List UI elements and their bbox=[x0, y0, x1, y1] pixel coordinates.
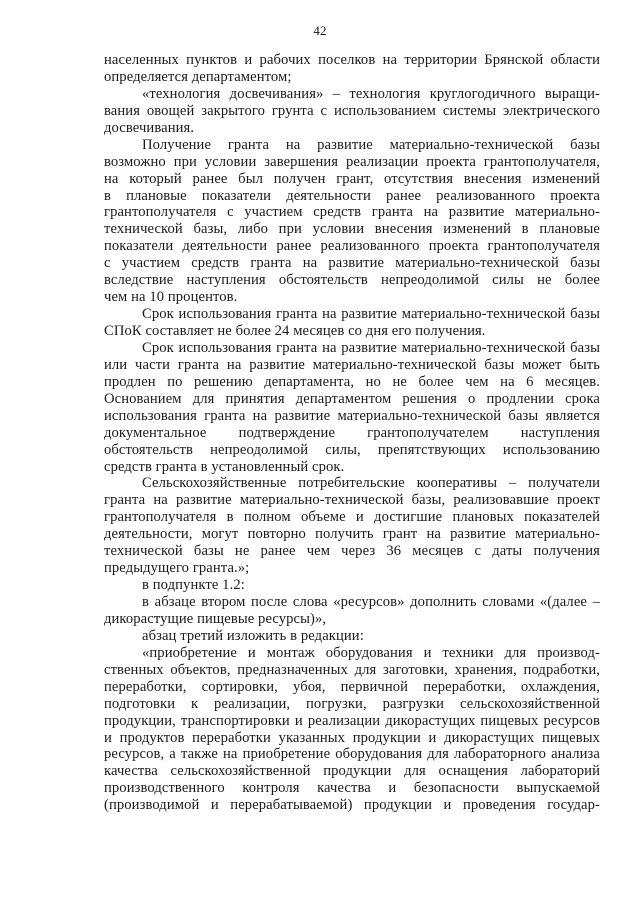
text-line: (производимой и перерабатываемой) продукции и проведения государ- bbox=[104, 797, 600, 814]
text-line: дикорастущие пищевые ресурсы)», bbox=[104, 610, 327, 627]
text-line: Срок использования гранта на развитие материально-технической базы bbox=[142, 339, 600, 356]
text-line: Сельскохозяйственные потребительские кооперативы – получатели bbox=[142, 475, 600, 492]
text-line: вания овощей закрытого грунта с использованием системы электрического bbox=[104, 102, 600, 119]
text-line: качества сельскохозяйственной продукции для оснащения лабораторий bbox=[104, 763, 600, 780]
text-line: технической базы не ранее чем через 36 месяцев с даты получения bbox=[104, 543, 600, 560]
text-line: грантополучателя с участием средств гранта на развитие материально- bbox=[104, 204, 600, 221]
text-line: производственного контроля качества и безопасности выпускаемой bbox=[104, 780, 600, 797]
text-line: «приобретение и монтаж оборудования и техники для производ- bbox=[142, 644, 600, 661]
text-line: продукции, транспортировки и реализации дикорастущих пищевых ресурсов bbox=[104, 712, 600, 729]
text-line: деятельности, могут повторно получить грант на развитие материально- bbox=[104, 526, 600, 543]
text-line: гранта на развитие материально-технической базы, реализовавшие проект bbox=[104, 492, 600, 509]
text-line: населенных пунктов и рабочих поселков на территории Брянской области bbox=[104, 52, 600, 68]
text-line: «технология досвечивания» – технология круглогодичного выращи- bbox=[142, 85, 600, 102]
text-line: вследствие наступления обстоятельств непреодолимой силы не более bbox=[104, 272, 600, 289]
page-number: 42 bbox=[313, 23, 327, 38]
text-line: Основанием для принятия департаментом решения о продлении срока bbox=[104, 390, 600, 407]
text-line: грантополучателя в полном объеме и достигшие плановых показателей bbox=[104, 509, 600, 526]
text-line: с участием средств гранта на развитие материально-технической базы bbox=[104, 255, 600, 272]
text-line: документальное подтверждение грантополучателем наступления bbox=[104, 424, 600, 441]
text-line: досвечивания. bbox=[104, 119, 195, 136]
text-line: Срок использования гранта на развитие материально-технической базы bbox=[142, 306, 600, 323]
text-line: использования гранта на развитие материально-технической базы является bbox=[104, 407, 600, 424]
text-line: СПоК составляет не более 24 месяцев со дня его получения. bbox=[104, 323, 486, 339]
text-line: или части гранта на развитие материально-технической базы может быть bbox=[104, 356, 600, 373]
text-line: средств гранта в установленный срок. bbox=[104, 458, 345, 475]
document-body bbox=[104, 52, 600, 814]
text-line: ресурсов, а также на приобретение оборудования для лабораторного анализа bbox=[104, 746, 600, 763]
text-line: чем на 10 процентов. bbox=[104, 289, 238, 306]
text-line: Получение гранта на развитие материально-технической базы bbox=[142, 136, 600, 153]
text-line: технической базы, либо при условии внесения изменений в плановые bbox=[104, 221, 600, 238]
text-line: в плановые показатели деятельности ранее реализованного проекта bbox=[104, 187, 600, 204]
text-line: показатели деятельности ранее реализованного проекта грантополучателя bbox=[104, 238, 600, 255]
text-line: и продуктов переработки указанных продукции и дикорастущих пищевых bbox=[104, 729, 600, 746]
text-line: переработки, сортировки, убоя, первичной переработки, охлаждения, bbox=[104, 678, 600, 695]
text-line: на который ранее был получен грант, отсутствия внесения изменений bbox=[104, 170, 600, 187]
text-line: определяется департаментом; bbox=[104, 68, 292, 85]
text-line: ственных объектов, предназначенных для заготовки, хранения, подработки, bbox=[104, 661, 600, 678]
text-line: предыдущего гранта.»; bbox=[104, 560, 250, 577]
text-line: подготовки к реализации, погрузки, разгрузки сельскохозяйственной bbox=[104, 695, 600, 712]
text-line: в подпункте 1.2: bbox=[142, 577, 245, 594]
text-line: продлен по решению департамента, но не более чем на 6 месяцев. bbox=[104, 373, 600, 390]
text-line: возможно при условии завершения реализации проекта грантополучателя, bbox=[104, 153, 600, 170]
text-line: в абзаце втором после слова «ресурсов» дополнить словами «(далее – bbox=[142, 594, 600, 610]
text-line: абзац третий изложить в редакции: bbox=[142, 627, 364, 644]
text-line: обстоятельств непреодолимой силы, препятствующих использованию bbox=[104, 441, 600, 458]
